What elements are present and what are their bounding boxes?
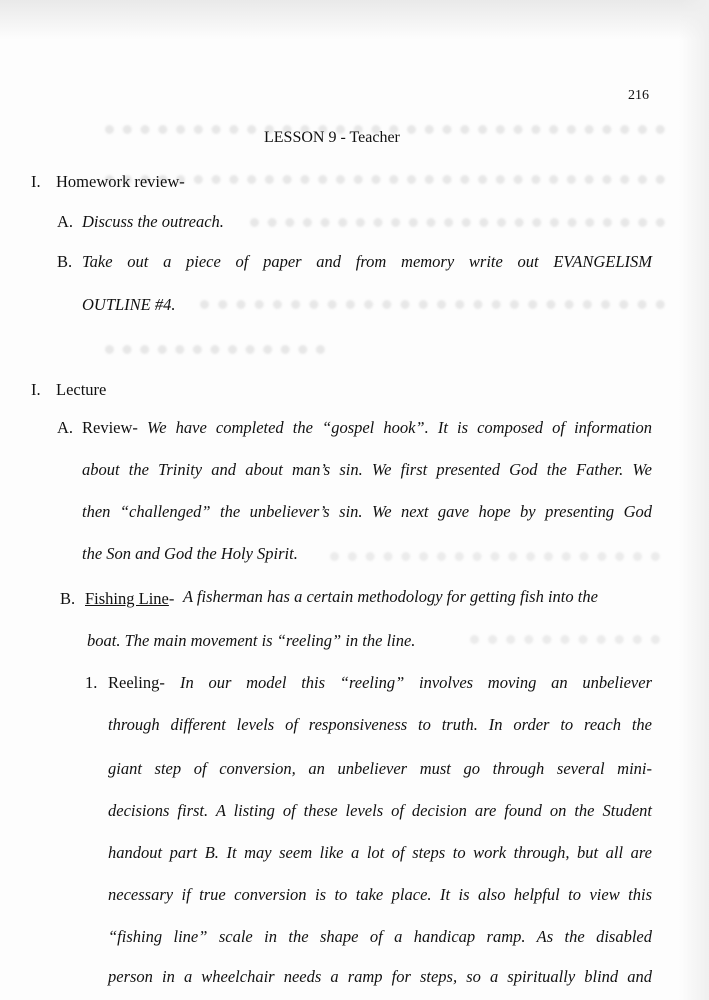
lecture-a-line1: We have completed the “gospel hook”. It is composed of information xyxy=(147,418,652,437)
page-number: 216 xyxy=(628,88,649,103)
item-b-letter: B. xyxy=(57,252,73,271)
sub1-line2: through different levels of responsiveness to truth. In order to reach the xyxy=(108,715,652,734)
show-through-line xyxy=(105,175,665,194)
section1-numeral: I. xyxy=(31,172,41,191)
sub1-label: Reeling- xyxy=(108,673,165,692)
item-b-text-line2: OUTLINE #4. xyxy=(82,295,176,314)
lecture-b-line1: A fisherman has a certain methodology for getting fish into the xyxy=(183,587,598,606)
scan-shadow-right xyxy=(679,0,709,1000)
lecture-a-label: Review- xyxy=(82,418,138,437)
sub1-line7: “fishing line” scale in the shape of a handicap ramp. As the disabled xyxy=(108,927,652,946)
item-a-text: Discuss the outreach. xyxy=(82,212,224,231)
sub1-line4: decisions first. A listing of these levels of decision are found on the Student xyxy=(108,801,652,820)
section1-heading: Homework review- xyxy=(56,172,185,191)
show-through-line xyxy=(200,300,665,319)
scan-shadow-top xyxy=(0,0,709,40)
sub1-line1: In our model this “reeling” involves moving an unbeliever xyxy=(180,673,652,692)
lecture-b-letter: B. xyxy=(60,589,76,608)
item-b-text-line1: Take out a piece of paper and from memory write out EVANGELISM xyxy=(82,252,652,271)
sub1-line3: giant step of conversion, an unbeliever must go through several mini- xyxy=(108,759,652,778)
show-through-line xyxy=(250,218,665,237)
sub1-number: 1. xyxy=(85,673,98,692)
lecture-a-line2: about the Trinity and about man’s sin. We first presented God the Father. We xyxy=(82,460,652,479)
item-a-letter: A. xyxy=(57,212,74,231)
sub1-line6: necessary if true conversion is to take place. It is also helpful to view this xyxy=(108,885,652,904)
show-through-line xyxy=(470,635,660,654)
show-through-line xyxy=(330,552,660,571)
show-through-line xyxy=(105,345,325,364)
lecture-a-line4: the Son and God the Holy Spirit. xyxy=(82,544,298,563)
lecture-b-dash: - xyxy=(168,589,175,608)
lecture-a-line3: then “challenged” the unbeliever’s sin. We next gave hope by presenting God xyxy=(82,502,652,521)
lecture-b-label-wrap xyxy=(85,589,174,609)
section2-heading: Lecture xyxy=(56,380,107,399)
sub1-line5: handout part B. It may seem like a lot of steps to work through, but all are xyxy=(108,843,652,862)
section2-numeral: I. xyxy=(31,380,41,399)
lecture-b-label: Fishing Line xyxy=(85,589,169,608)
sub1-line8: person in a wheelchair needs a ramp for steps, so a spiritually blind and xyxy=(108,967,652,986)
lecture-b-line2: boat. The main movement is “reeling” in the line. xyxy=(87,631,416,650)
lesson-title: LESSON 9 - Teacher xyxy=(264,129,400,146)
lecture-a-letter: A. xyxy=(57,418,74,437)
